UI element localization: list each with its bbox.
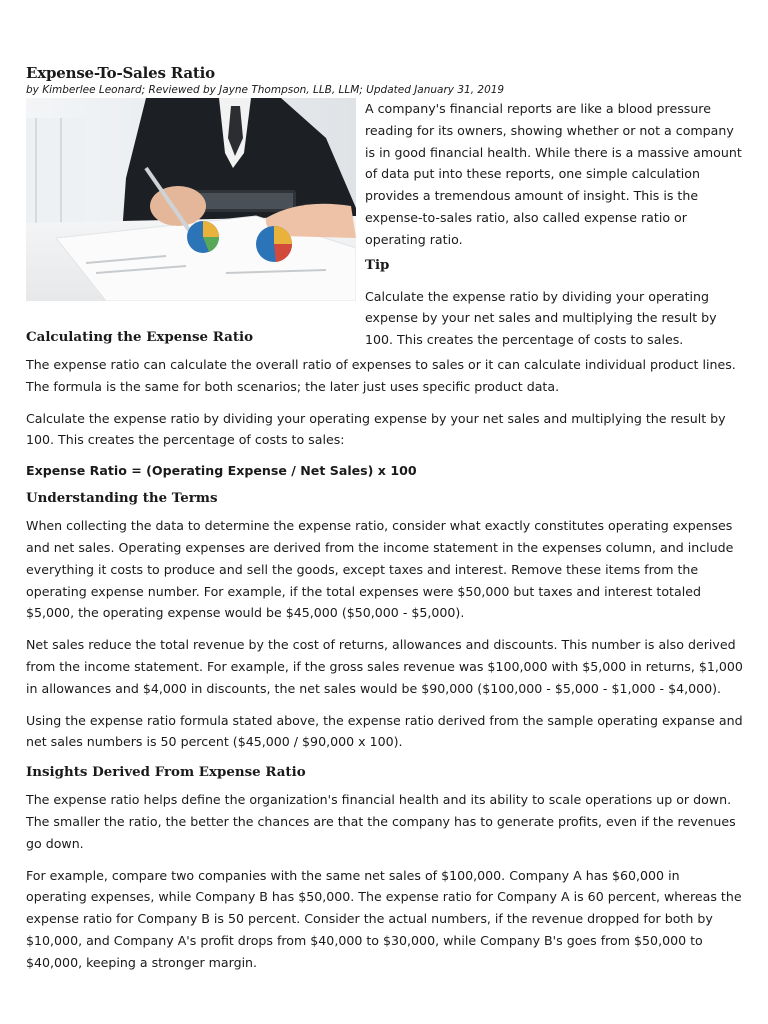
business-meeting-photo <box>26 98 356 301</box>
intro-text-column <box>365 98 744 351</box>
section-heading: Understanding the Terms <box>26 490 218 507</box>
article-byline: by Kimberlee Leonard; Reviewed by Jayne Thompson, LLB, LLM; Updated January 31, 2019 <box>26 84 505 96</box>
intro-block <box>26 98 744 348</box>
section-heading: Calculating the Expense Ratio <box>26 329 254 345</box>
section-insights <box>26 763 744 973</box>
paragraph: Using the expense ratio formula stated above, the expense ratio derived from the sample operating expanse and net sales numbers is 50 percent ($45,000 / $90,000 x 100). <box>26 712 743 750</box>
paragraph: Net sales reduce the total revenue by the cost of returns, allowances and discounts. This number is also derived from the income statement. For example, if the gross sales revenue was $100,000 with $5,000 in returns, $1,000 in allowances and $4,000 in discounts, the net sales would be $90,000 ($100,000 - $5,000 - $1,000 - $4,000). <box>26 637 743 696</box>
paragraph: The expense ratio can calculate the overall ratio of expenses to sales or it can calculate individual product lines. The formula is the same for both scenarios; the later just uses specific product data. <box>26 357 736 394</box>
article <box>26 63 744 984</box>
paragraph: The expense ratio helps define the organization's financial health and its ability to scale operations up or down. The smaller the ratio, the better the chances are that the company has to generate profits, even if the revenues go down. <box>26 792 736 851</box>
tip-heading: Tip <box>365 256 390 273</box>
article-title: Expense-To-Sales Ratio <box>26 64 215 82</box>
paragraph: Calculate the expense ratio by dividing your operating expense by your net sales and multiplying the result by 100. This creates the percentage of costs to sales: <box>26 410 726 448</box>
expense-ratio-formula: Expense Ratio = (Operating Expense / Net Sales) x 100 <box>26 463 417 479</box>
section-calculating <box>26 328 744 481</box>
paragraph: When collecting the data to determine the expense ratio, consider what exactly constitutes operating expenses and net sales. Operating expenses are derived from the income statement in the expenses column, and include everything it costs to produce and sell the goods, except taxes and interest. Remove these items from the operating expense number. For example, if the total expenses were $50,000 but taxes and interest totaled $5,000, the operating expense would be $45,000 ($50,000 - $5,000). <box>26 518 734 621</box>
intro-paragraph: A company's financial reports are like a blood pressure reading for its owners, showing whether or not a company is in good financial health. While there is a massive amount of data put into these reports, one simple calculation provides a tremendous amount of insight. This is the expense-to-sales ratio, also called expense ratio or operating ratio. <box>365 101 742 247</box>
paragraph: For example, compare two companies with the same net sales of $100,000. Company A has $60,000 in operating expenses, while Company B has $50,000. The expense ratio for Company A is 60 percent, whereas the expense ratio for Company B is 50 percent. Consider the actual numbers, if the revenue dropped for both by $10,000, and Company A's profit drops from $40,000 to $30,000, while Company B's goes from $50,000 to $40,000, keeping a stronger margin. <box>26 867 742 970</box>
section-understanding-terms <box>26 489 744 753</box>
section-heading: Insights Derived From Expense Ratio <box>26 764 306 781</box>
tip-text: Calculate the expense ratio by dividing your operating expense by your net sales and multiplying the result by 100. This creates the percentage of costs to sales. <box>365 288 717 348</box>
